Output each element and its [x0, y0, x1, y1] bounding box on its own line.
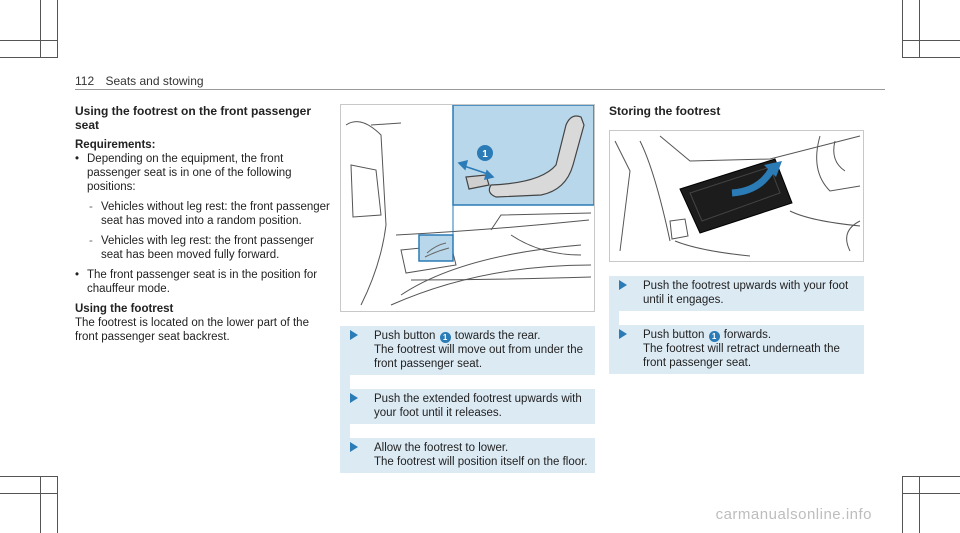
section-title: Seats and stowing: [105, 74, 204, 88]
crop-mark: [902, 476, 903, 533]
step-spacer: [609, 311, 864, 325]
requirement-item: • The front passenger seat is in the position for chauffeur mode.: [75, 268, 330, 296]
seat-drawing: [341, 105, 594, 311]
step-text: Allow the footrest to lower.: [374, 442, 509, 454]
crop-mark: [0, 476, 58, 477]
step-arrow-icon: [619, 280, 627, 290]
crop-mark: [919, 476, 920, 533]
step-spacer: [340, 375, 595, 389]
step-note: The footrest will move out from under the front passenger seat.: [374, 344, 584, 370]
requirement-subitem: - Vehicles without leg rest: the front passenger seat has moved into a random position.: [75, 200, 330, 228]
step-text: towards the rear.: [454, 330, 541, 342]
step-text: Push button: [643, 329, 705, 341]
column-1: [75, 104, 330, 344]
crop-mark: [57, 476, 58, 533]
body-text: The footrest is located on the lower part of the front passenger seat backrest.: [75, 317, 309, 343]
step-arrow-icon: [619, 329, 627, 339]
instruction-step: [340, 326, 595, 375]
column-2: [340, 104, 595, 473]
requirements-title: Requirements:: [75, 139, 156, 151]
instruction-step: [609, 325, 864, 374]
crop-mark: [902, 476, 960, 477]
instruction-steps: [340, 326, 595, 473]
crop-mark: [902, 40, 960, 41]
crop-mark: [0, 57, 58, 58]
step-text: Push the footrest upwards with your foot until it engages.: [643, 280, 849, 306]
footrest-drawing: [610, 131, 863, 261]
column-3: [609, 104, 864, 374]
button-number-icon: 1: [709, 331, 720, 342]
crop-mark: [902, 493, 960, 494]
instruction-step: [609, 276, 864, 311]
step-note: The footrest will retract underneath the front passenger seat.: [643, 343, 840, 369]
instruction-step: [340, 389, 595, 424]
page-number: 112: [75, 74, 95, 88]
crop-mark: [902, 57, 960, 58]
page-header: [75, 74, 204, 88]
step-spacer: [340, 424, 595, 438]
requirement-item: • Depending on the equipment, the front passenger seat is in one of the following positions:: [75, 152, 330, 194]
section-heading: Storing the footrest: [609, 104, 721, 118]
crop-mark: [57, 0, 58, 58]
callout-number: 1: [482, 149, 488, 160]
step-text: Push the extended footrest upwards with your foot until it releases.: [374, 393, 582, 419]
crop-mark: [40, 476, 41, 533]
section-heading: Using the footrest on the front passenger seat: [75, 104, 312, 132]
step-text: Push button: [374, 330, 436, 342]
step-arrow-icon: [350, 393, 358, 403]
step-arrow-icon: [350, 442, 358, 452]
crop-mark: [902, 0, 903, 58]
instruction-steps: [609, 276, 864, 374]
header-rule: [75, 89, 885, 90]
instruction-step: [340, 438, 595, 473]
crop-mark: [40, 0, 41, 58]
crop-mark: [919, 0, 920, 58]
requirement-subitem: - Vehicles with leg rest: the front passenger seat has been moved fully forward.: [75, 234, 330, 262]
watermark: carmanualsonline.info: [715, 506, 872, 523]
crop-mark: [0, 40, 58, 41]
step-text: forwards.: [723, 329, 772, 341]
footrest-store-illustration: [609, 130, 864, 262]
step-arrow-icon: [350, 330, 358, 340]
button-number-icon: 1: [440, 332, 451, 343]
footrest-extend-illustration: [340, 104, 595, 312]
step-note: The footrest will position itself on the floor.: [374, 456, 588, 468]
subheading: Using the footrest: [75, 303, 174, 315]
crop-mark: [0, 493, 58, 494]
